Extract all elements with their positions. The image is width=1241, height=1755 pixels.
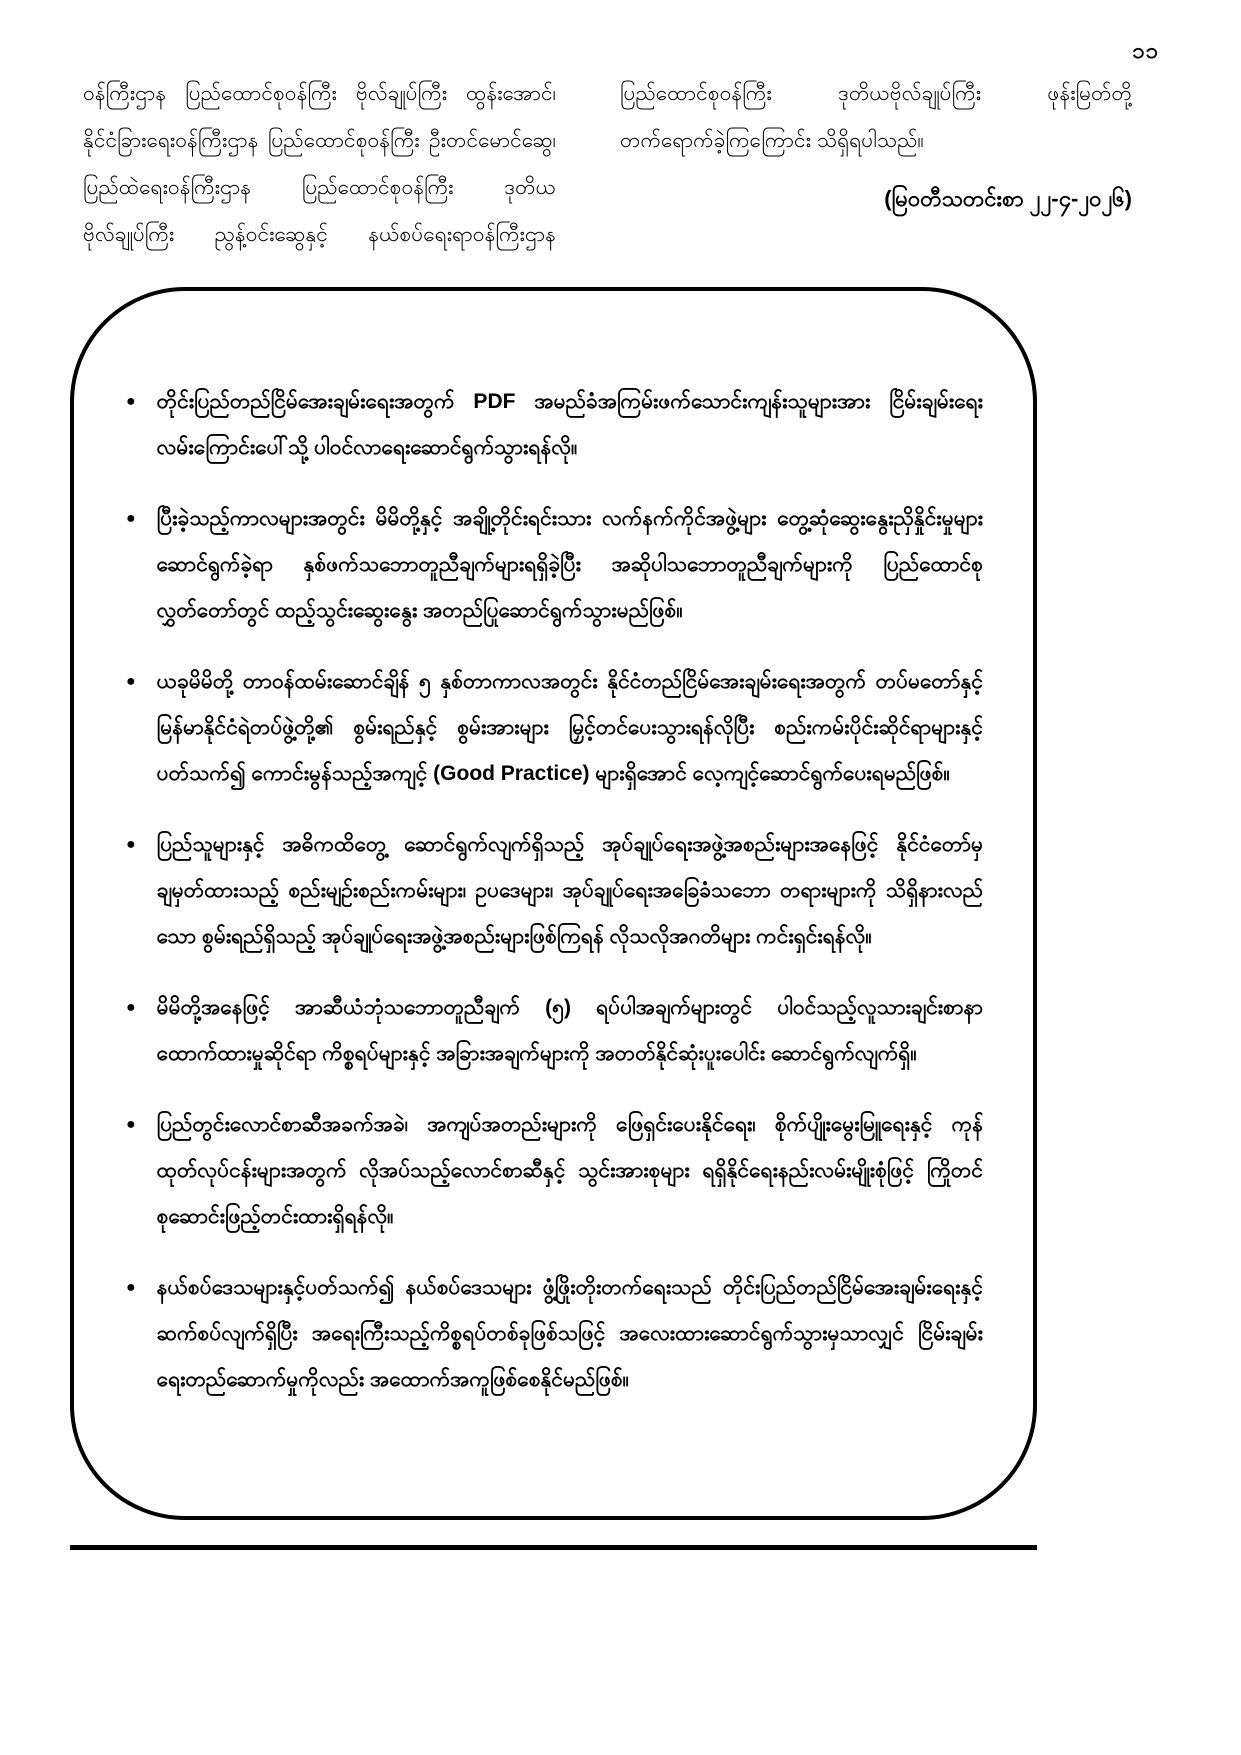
- bullet-item: [126, 822, 983, 960]
- intro-line: ပြည်ထဲရေးဝန်ကြီးဌာန ပြည်ထောင်စုဝန်ကြီး ဒုတိယ: [83, 176, 556, 199]
- bullet-icon: ●: [126, 510, 136, 527]
- bullet-text: ပြည်သူများနှင့် အဓိကထိတွေ့ ဆောင်ရွက်လျက်ရှိသည့် အုပ်ချုပ်ရေးအဖွဲ့အစည်းများအနေဖြင့် နိုင်ငံတော်မှ ချမှတ်ထားသည့် စည်းမျဉ်းစည်းကမ်းများ၊ ဥပဒေများ၊ အုပ်ချုပ်ရေးအခြေခံသဘော တရားများကို သိရှိနားလည်သော စွမ်းရည်ရှိသည့် အုပ်ချုပ်ရေးအဖွဲ့အစည်းများဖြစ်ကြရန် လိုသလိုအဂတိများ ကင်းရှင်းရန်လို။: [156, 833, 983, 948]
- bullet-text: မိမိတို့အနေဖြင့် အာဆီယံဘုံသဘောတူညီချက် (၅) ရပ်ပါအချက်များတွင် ပါဝင်သည့်လူသားချင်းစာနာထောက်ထားမှုဆိုင်ရာ ကိစ္စရပ်များနှင့် အခြားအချက်များကို အတတ်နိုင်ဆုံးပူးပေါင်း ဆောင်ရွက်လျက်ရှိ။: [156, 996, 983, 1065]
- intro-right-column: [620, 70, 1132, 258]
- intro-line: ဝန်ကြီးဌာန ပြည်ထောင်စုဝန်ကြီး ဗိုလ်ချုပ်ကြီး ထွန်းအောင်၊: [83, 82, 556, 105]
- intro-line: တက်ရောက်ခဲ့ကြကြောင်း သိရှိရပါသည်။: [620, 129, 924, 152]
- bullet-item: [126, 1265, 983, 1403]
- bullet-text: ပြည်တွင်းလောင်စာဆီအခက်အခဲ၊ အကျပ်အတည်းများကို ဖြေရှင်းပေးနိုင်ရေး၊ စိုက်ပျိုးမွေးမြူရေးနှင့် ကုန်ထုတ်လုပ်ငန်းများအတွက် လိုအပ်သည့်လောင်စာဆီနှင့် သွင်းအားစုများ ရရှိနိုင်ရေးနည်းလမ်းမျိုးစုံဖြင့် ကြိုတင်စုဆောင်းဖြည့်တင်းထားရှိရန်လို။: [156, 1113, 983, 1228]
- bullet-icon: ●: [126, 393, 136, 410]
- bullet-item: [126, 659, 983, 797]
- bullet-item: [126, 985, 983, 1077]
- bullet-text: ပြီးခဲ့သည့်ကာလများအတွင်း မိမိတို့နှင့် အချို့တိုင်းရင်းသား လက်နက်ကိုင်အဖွဲ့များ တွေ့ဆုံဆွေးနွေးညှိနှိုင်းမှုများ ဆောင်ရွက်ခဲ့ရာ နှစ်ဖက်သဘောတူညီချက်များရရှိခဲ့ပြီး အဆိုပါသဘောတူညီချက်များကို ပြည်ထောင်စုလွှတ်တော်တွင် ထည့်သွင်းဆွေးနွေး အတည်ပြုဆောင်ရွက်သွားမည်ဖြစ်။: [156, 507, 983, 622]
- bullet-icon: ●: [126, 999, 136, 1016]
- intro-left-column: [83, 70, 556, 258]
- bullet-item: [126, 379, 983, 471]
- bullet-icon: ●: [126, 1279, 136, 1296]
- summary-rounded-box: [70, 287, 1037, 1520]
- source-citation: (မြဝတီသတင်းစာ ၂၂-၄-၂၀၂၆): [884, 186, 1132, 211]
- page-number: ၁၁: [1132, 38, 1159, 63]
- bullet-icon: ●: [126, 673, 136, 690]
- footer-divider: [70, 1545, 1037, 1550]
- bullet-icon: ●: [126, 1116, 136, 1133]
- intro-line: နိုင်ငံခြားရေးဝန်ကြီးဌာန ပြည်ထောင်စုဝန်ကြီး ဦးတင်မောင်ဆွေ၊: [83, 129, 556, 152]
- bullet-item: [126, 1102, 983, 1240]
- intro-line: ဗိုလ်ချုပ်ကြီး ညွန့်ဝင်းဆွေနှင့် နယ်စပ်ရေးရာဝန်ကြီးဌာန: [83, 223, 556, 246]
- bullet-item: [126, 496, 983, 634]
- intro-paragraphs: [83, 70, 1132, 258]
- bullet-icon: ●: [126, 836, 136, 853]
- bullet-text: ယခုမိမိတို့ တာဝန်ထမ်းဆောင်ချိန် ၅ နှစ်တာကာလအတွင်း နိုင်ငံတည်ငြိမ်အေးချမ်းရေးအတွက် တပ်မတော်နှင့် မြန်မာနိုင်ငံရဲတပ်ဖွဲ့တို့၏ စွမ်းရည်နှင့် စွမ်းအားများ မြှင့်တင်ပေးသွားရန်လိုပြီး စည်းကမ်းပိုင်းဆိုင်ရာများနှင့် ပတ်သက်၍ ကောင်းမွန်သည့်အကျင့် (Good Practice) များရှိအောင် လေ့ကျင့်ဆောင်ရွက်ပေးရမည်ဖြစ်။: [156, 670, 983, 785]
- intro-line: ပြည်ထောင်စုဝန်ကြီး ဒုတိယဗိုလ်ချုပ်ကြီး ဖုန်းမြတ်တို့: [620, 82, 1132, 105]
- bullet-text: တိုင်းပြည်တည်ငြိမ်အေးချမ်းရေးအတွက် PDF အမည်ခံအကြမ်းဖက်သောင်းကျန်းသူများအား ငြိမ်းချမ်းရေး လမ်းကြောင်းပေါ်သို့ ပါဝင်လာရေးဆောင်ရွက်သွားရန်လို။: [156, 390, 983, 459]
- bullet-text: နယ်စပ်ဒေသများနှင့်ပတ်သက်၍ နယ်စပ်ဒေသများ ဖွံ့ဖြိုးတိုးတက်ရေးသည် တိုင်းပြည်တည်ငြိမ်အေးချမ်းရေးနှင့် ဆက်စပ်လျက်ရှိပြီး အရေးကြီးသည့်ကိစ္စရပ်တစ်ခုဖြစ်သဖြင့် အလေးထားဆောင်ရွက်သွားမှသာလျှင် ငြိမ်းချမ်းရေးတည်ဆောက်မှုကိုလည်း အထောက်အကူဖြစ်စေနိုင်မည်ဖြစ်။: [156, 1276, 983, 1391]
